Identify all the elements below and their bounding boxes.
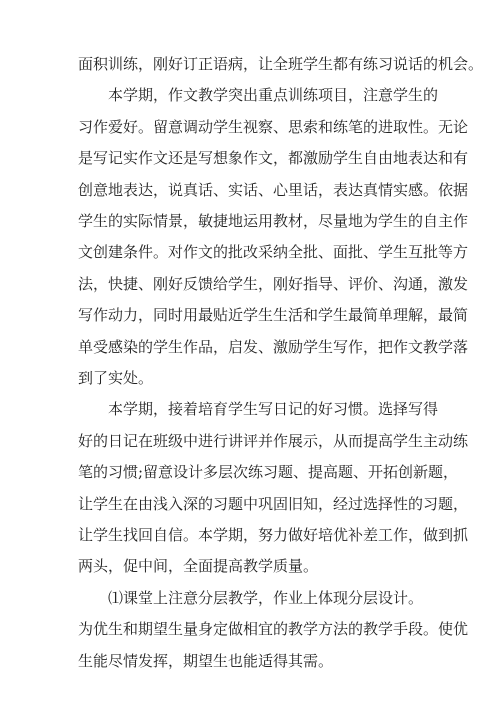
paragraph-start-line: 本学期，接着培育学生写日记的好习惯。选择写得 [108, 400, 439, 419]
paragraph-start-line: ⑴课堂上注意分层教学，作业上体现分层设计。 [108, 588, 424, 607]
text-line-6: 学生的实际情景，敏捷地运用教材，尽量地为学生的自主作 [78, 212, 469, 230]
text-line-1: 面积训练，刚好订正语病，让全班学生都有练习说话的机会。 [78, 55, 484, 73]
text-line-20: 生能尽情发挥，期望生也能适得其需。 [78, 651, 334, 670]
text-line-17: 两头，促中间，全面提高教学质量。 [78, 557, 319, 576]
text-line-4: 是写记实作文还是写想象作文，都激励学生自由地表达和有 [78, 149, 469, 168]
text-line-9: 写作动力，同时用最贴近学生生活和学生最简单理解，最简 [78, 306, 469, 325]
text-line-13: 好的日记在班级中进行讲评并作展示，从而提高学生主动练 [78, 431, 469, 450]
text-line-5: 创意地表达，说真话、实话、心里话，表达真情实感。依据 [78, 180, 469, 199]
text-line-10: 单受感染的学生作品，启发、激励学生写作，把作文教学落 [78, 337, 469, 356]
text-line-7: 文创建条件。对作文的批改采纳全批、面批、学生互批等方 [78, 243, 469, 262]
text-line-3: 习作爱好。留意调动学生视察、思索和练笔的进取性。无论 [78, 117, 469, 136]
text-line-8: 法，快捷、刚好反馈给学生，刚好指导、评价、沟通，激发 [78, 274, 469, 293]
text-line-11: 到了实处。 [78, 369, 154, 387]
paragraph-start-line: 本学期，作文教学突出重点训练项目，注意学生的 [108, 86, 439, 105]
text-line-14: 笔的习惯;留意设计多层次练习题、提高题、开拓创新题， [78, 463, 459, 482]
text-line-16: 让学生找回自信。本学期，努力做好培优补差工作，做到抓 [78, 526, 469, 544]
text-line-15: 让学生在由浅入深的习题中巩固旧知，经过选择性的习题， [78, 494, 469, 513]
text-line-19: 为优生和期望生量身定做相宜的教学方法的教学手段。使优 [78, 620, 469, 639]
